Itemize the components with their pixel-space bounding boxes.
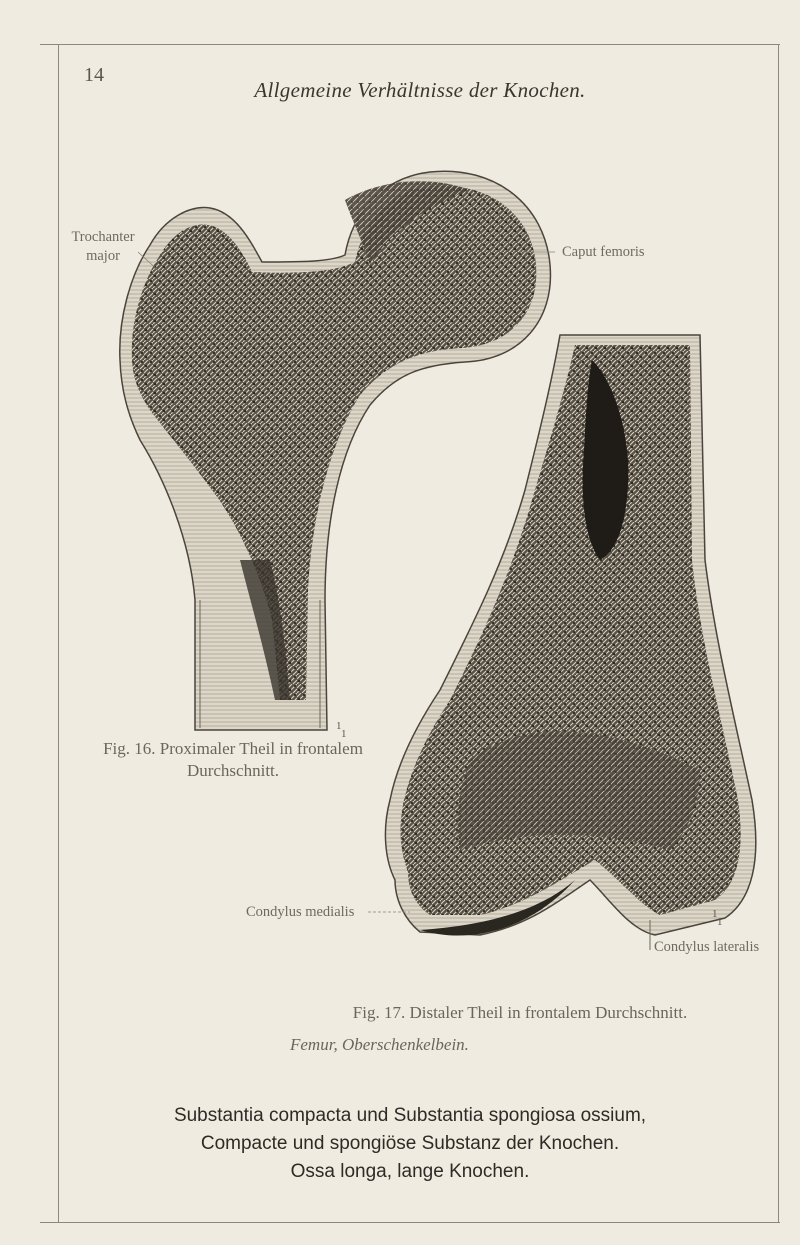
label-trochanter-major: Trochanter major	[71, 229, 135, 264]
description-line-3: Ossa longa, lange Knochen.	[290, 1161, 530, 1182]
scale-fig17-numerator: 1	[712, 908, 718, 920]
page-number: 14	[84, 64, 104, 86]
description-line-1: Substantia compacta und Substantia spongiosa ossium,	[173, 1105, 647, 1126]
label-condylus-medialis: Condylus medialis	[246, 904, 355, 920]
scale-fig16-numerator: 1	[336, 720, 342, 732]
description-block	[150, 1102, 670, 1186]
label-caput-femoris: Caput femoris	[562, 244, 645, 260]
scale-fig17-denominator: 1	[717, 916, 723, 928]
scale-fig16-denominator: 1	[341, 728, 347, 740]
scale-fig17	[712, 908, 730, 932]
plate-title: Femur, Oberschenkelbein.	[290, 1035, 469, 1054]
label-condylus-lateralis: Condylus lateralis	[654, 939, 760, 955]
caption-fig16: Fig. 16. Proximaler Theil in frontalem Durchschnitt.	[103, 739, 363, 780]
caption-fig17: Fig. 17. Distaler Theil in frontalem Durchschnitt.	[352, 1003, 688, 1022]
running-head: Allgemeine Verhältnisse der Knochen.	[254, 78, 586, 102]
distal-femur-section	[385, 335, 755, 950]
description-line-2: Compacte und spongiöse Substanz der Knochen.	[200, 1133, 620, 1154]
